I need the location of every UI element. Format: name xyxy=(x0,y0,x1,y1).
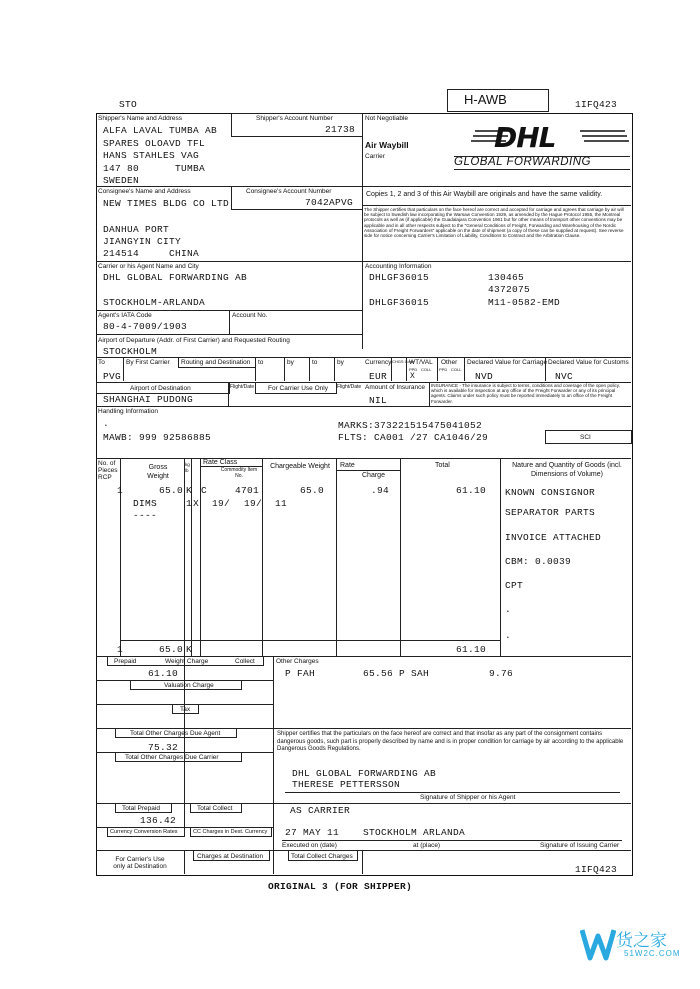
charge-header: Charge xyxy=(362,472,385,479)
carrier-use-label: For Carrier Use Only xyxy=(268,385,328,392)
nature-line: KNOWN CONSIGNOR xyxy=(505,487,596,498)
air-waybill-title: Air Waybill xyxy=(365,140,409,150)
awb-number: 1IFQ423 xyxy=(575,99,618,110)
accounting-label: Accounting Information xyxy=(365,263,432,270)
consignee-line: DANHUA PORT xyxy=(103,224,170,235)
ppd-label: PPD xyxy=(409,367,418,372)
to-value: PVG xyxy=(103,371,122,382)
consignee-label: Consignee's Name and Address xyxy=(98,188,191,195)
dhl-logo xyxy=(470,121,630,155)
dv-carriage: NVD xyxy=(475,371,494,382)
original-copy-label: ORIGINAL 3 (FOR SHIPPER) xyxy=(268,881,413,892)
other-charges-label: Other Charges xyxy=(276,658,319,665)
other-charges: P FAH 65.56 P SAH 9.76 xyxy=(285,668,514,679)
consignee-line: JIANGYIN CITY xyxy=(103,236,182,247)
by2-label: by xyxy=(287,359,294,366)
currency-value: EUR xyxy=(369,371,388,382)
dhl-logo-sub: GLOBAL FORWARDING xyxy=(454,156,591,168)
to2-label: to xyxy=(258,359,264,366)
dims-a: 19/ xyxy=(212,498,231,509)
certification-text: Shipper certifies that the particulars on the face hereof are correct and that insofar as any part of the consignment contains dangerous goods, such part is properly described by name and is in proper condition for carriage by air according to the applicable Dangerous Goods Regulations. xyxy=(277,731,624,752)
handling-mawb: MAWB: 999 92586885 xyxy=(103,432,212,443)
total-amount: 61.10 xyxy=(456,644,487,655)
shipper-label: Shipper's Name and Address xyxy=(98,115,182,122)
nature-line: . xyxy=(505,630,512,641)
cargo-rate: .94 xyxy=(371,485,390,496)
total-collect-label: Total Collect xyxy=(197,805,233,812)
destination-airport: SHANGHAI PUDONG xyxy=(103,394,194,405)
rate-class-header: Rate Class xyxy=(203,459,238,466)
carrier-dest-label: For Carrier's Use only at Destination xyxy=(113,856,167,870)
to-label: To xyxy=(98,359,105,366)
cargo-chargeable: 65.0 xyxy=(300,485,325,496)
pieces-header: No. of Pieces RCP xyxy=(98,460,118,481)
handling-label: Handling Information xyxy=(98,408,158,415)
chgs-label: CHGS Code xyxy=(392,359,415,364)
as-carrier: AS CARRIER xyxy=(290,805,351,816)
shipper-line: HANS STAHLES VAG xyxy=(103,150,200,161)
routing-label: Routing and Destination xyxy=(181,359,251,366)
nature-line: INVOICE ATTACHED xyxy=(505,532,602,543)
currency-rates-label: Currency Conversion Rates xyxy=(110,829,178,835)
nature-header: Nature and Quantity of Goods (incl. Dimensions of Volume) xyxy=(512,462,622,478)
signer-company: DHL GLOBAL FORWARDING AB xyxy=(292,768,437,779)
handling-marks: MARKS:373221515475041052 xyxy=(338,420,483,431)
shipper-line: SWEDEN xyxy=(103,175,140,186)
rate-header: Rate xyxy=(340,462,355,469)
dv-customs: NVC xyxy=(555,371,574,382)
cargo-commodity: 4701 xyxy=(235,485,260,496)
issuing-signature-label: Signature of Issuing Carrier xyxy=(540,842,620,849)
flight-date-label: Flight/Date xyxy=(230,384,255,390)
watermark-text: 货之家 xyxy=(616,931,667,951)
cargo-gross: 65.0 xyxy=(159,485,184,496)
footer-awb-number: 1IFQ423 xyxy=(575,864,618,875)
weight-charge-label: Weight Charge xyxy=(165,658,209,665)
shipper-line: 147 80 TUMBA xyxy=(103,163,206,174)
chargeable-header: Chargeable Weight xyxy=(270,463,330,470)
due-agent-label: Total Other Charges Due Agent xyxy=(130,730,221,737)
coll2-label: COLL xyxy=(451,367,462,372)
accounting-ref2-value: M11-0582-EMD xyxy=(488,297,561,308)
accounting-ref2: DHLGF36015 xyxy=(369,297,430,308)
accounting-ref1-value2: 4372075 xyxy=(488,284,531,295)
insurance-value: NIL xyxy=(369,395,388,406)
executed-label: Executed on (date) xyxy=(282,842,337,849)
kg-header: kg lb xyxy=(185,462,190,473)
agent-label: Carrier or his Agent Name and City xyxy=(98,263,199,270)
executed-on: 27 MAY 11 STOCKHOLM ARLANDA xyxy=(285,827,466,838)
total-prepaid: 136.42 xyxy=(140,815,177,826)
total-header: Total xyxy=(435,462,450,469)
weight-charge: 61.10 xyxy=(148,668,179,679)
total-collect-charges-label: Total Collect Charges xyxy=(291,853,353,860)
watermark-url: 51W2C.COM xyxy=(624,949,681,958)
accounting-ref1: DHLGF36015 xyxy=(369,272,430,283)
sci-label: SCI xyxy=(580,434,591,441)
carrier-label: Carrier xyxy=(365,153,385,160)
agent-line: DHL GLOBAL FORWARDING AB xyxy=(103,272,248,283)
total-pieces: 1 xyxy=(117,644,124,655)
tax-label: Tax xyxy=(180,706,191,713)
iata-code: 80-4-7009/1903 xyxy=(103,321,188,332)
place-label: at (place) xyxy=(413,842,441,849)
departure-label: Airport of Departure (Addr. of First Carrier) and Requested Routing xyxy=(98,337,290,344)
accounting-ref1-value: 130465 xyxy=(488,272,525,283)
nature-line: CBM: 0.0039 xyxy=(505,556,572,567)
first-carrier-label: By First Carrier xyxy=(126,359,170,366)
collect-label: Collect xyxy=(235,658,255,665)
nature-line: SEPARATOR PARTS xyxy=(505,507,596,518)
handling-flts: FLTS: CA001 /27 CA1046/29 xyxy=(338,432,489,443)
dims-count: 1 xyxy=(186,498,193,509)
wtval-x-mark: X xyxy=(410,372,416,381)
total-unit: K xyxy=(186,644,193,655)
nature-line: . xyxy=(505,604,512,615)
departure-airport: STOCKHOLM xyxy=(103,346,158,357)
due-carrier-label: Total Other Charges Due Carrier xyxy=(125,754,219,761)
agent-line: STOCKHOLM-ARLANDA xyxy=(103,297,206,308)
to3-label: to xyxy=(312,359,318,366)
due-agent: 75.32 xyxy=(148,742,179,753)
dhl-logo-text: DHL xyxy=(494,121,556,154)
conditions-text: The Shipper certifies that particulars on the face hereof are correct and accepted for carriage and agrees that carriage by air will be subject to Swedish law incorporating the Warsaw Convention 1929, as amended by the Hague Protocol 1955, the Montreal protocols as well as (if applicable) the Guadalajara Convention 1961 but for other means of transport other conventions may be applicable and in all other respects subject to the "General Conditions of Freight, Forwarding and Warehousing of the Nordic Association of Freight Forwarders" applicable on the date of shipment (a copy of these can be supplied at request). See reverse side for notice concerning Carrier's Limitation of Liability, Conditions to Contract and the Arbitration Clause. xyxy=(364,207,624,239)
shipper-account-label: Shipper's Account Number xyxy=(256,115,333,122)
cargo-total: 61.10 xyxy=(456,485,487,496)
copies-text: Copies 1, 2 and 3 of this Air Waybill are originals and have the same validity. xyxy=(366,191,603,198)
wtval-label: WT/VAL xyxy=(409,359,433,366)
dims-x: X xyxy=(193,498,200,509)
shipper-line: ALFA LAVAL TUMBA AB xyxy=(103,125,218,136)
insurance-text: INSURANCE - The insurance is subject to terms, conditions and coverage of the open policy, which is available for inspection at any office of the Freight Forwarder or any of its principal agents. Claims under such policy must be reported immediately to an office of the Freight Forwarder. xyxy=(431,383,621,404)
gross-header: Gross Weight xyxy=(147,464,169,480)
origin-code: STO xyxy=(119,99,138,110)
destination-label: Airport of Destination xyxy=(130,385,191,392)
shipper-account: 21738 xyxy=(325,124,356,135)
insurance-label: Amount of Insurance xyxy=(365,384,425,391)
watermark xyxy=(580,918,692,976)
ppd2-label: PPD xyxy=(439,367,448,372)
cargo-unit: K xyxy=(186,485,193,496)
dims-b: 19/ xyxy=(244,498,263,509)
cargo-rate-class: C xyxy=(201,485,208,496)
cargo-pieces: 1 xyxy=(117,485,124,496)
dims-dash: ---- xyxy=(133,510,158,521)
signer-name: THERESE PETTERSSON xyxy=(292,779,401,790)
iata-label: Agent's IATA Code xyxy=(98,312,152,319)
valuation-label: Valuation Charge xyxy=(164,682,214,689)
total-gross: 65.0 xyxy=(159,644,184,655)
coll-label: COLL xyxy=(421,367,432,372)
currency-label: Currency xyxy=(365,359,392,366)
dv-customs-label: Declared Value for Customs xyxy=(548,359,629,366)
shipper-line: SPARES OLOAVD TFL xyxy=(103,138,206,149)
consignee-line: 214514 CHINA xyxy=(103,248,200,259)
prepaid-label: Prepaid xyxy=(114,658,137,665)
charges-dest-label: Charges at Destination xyxy=(197,853,264,860)
total-prepaid-label: Total Prepaid xyxy=(122,805,160,812)
consignee-account-label: Consignee's Account Number xyxy=(246,188,332,195)
consignee-line: NEW TIMES BLDG CO LTD xyxy=(103,198,230,209)
flight-date-label2: Flight/Date xyxy=(337,384,362,390)
dv-carriage-label: Declared Value for Carriage xyxy=(467,359,548,366)
by3-label: by xyxy=(337,359,344,366)
watermark-logo-icon xyxy=(580,924,616,964)
handling-dot: . xyxy=(103,418,110,429)
account-no-label: Account No. xyxy=(232,312,268,319)
not-negotiable-label: Not Negotiable xyxy=(365,115,408,122)
consignee-account: 7042APVG xyxy=(305,197,354,208)
cc-charges-label: CC Charges in Dest. Currency xyxy=(193,829,268,835)
shipper-signature-label: Signature of Shipper or his Agent xyxy=(420,794,516,801)
other-label: Other xyxy=(441,359,458,366)
nature-line: CPT xyxy=(505,580,524,591)
dims-label: DIMS xyxy=(133,498,158,509)
commodity-header: Commodity Item No. xyxy=(220,467,258,479)
hawb-label: H-AWB xyxy=(464,92,507,107)
dims-c: 11 xyxy=(275,498,288,509)
